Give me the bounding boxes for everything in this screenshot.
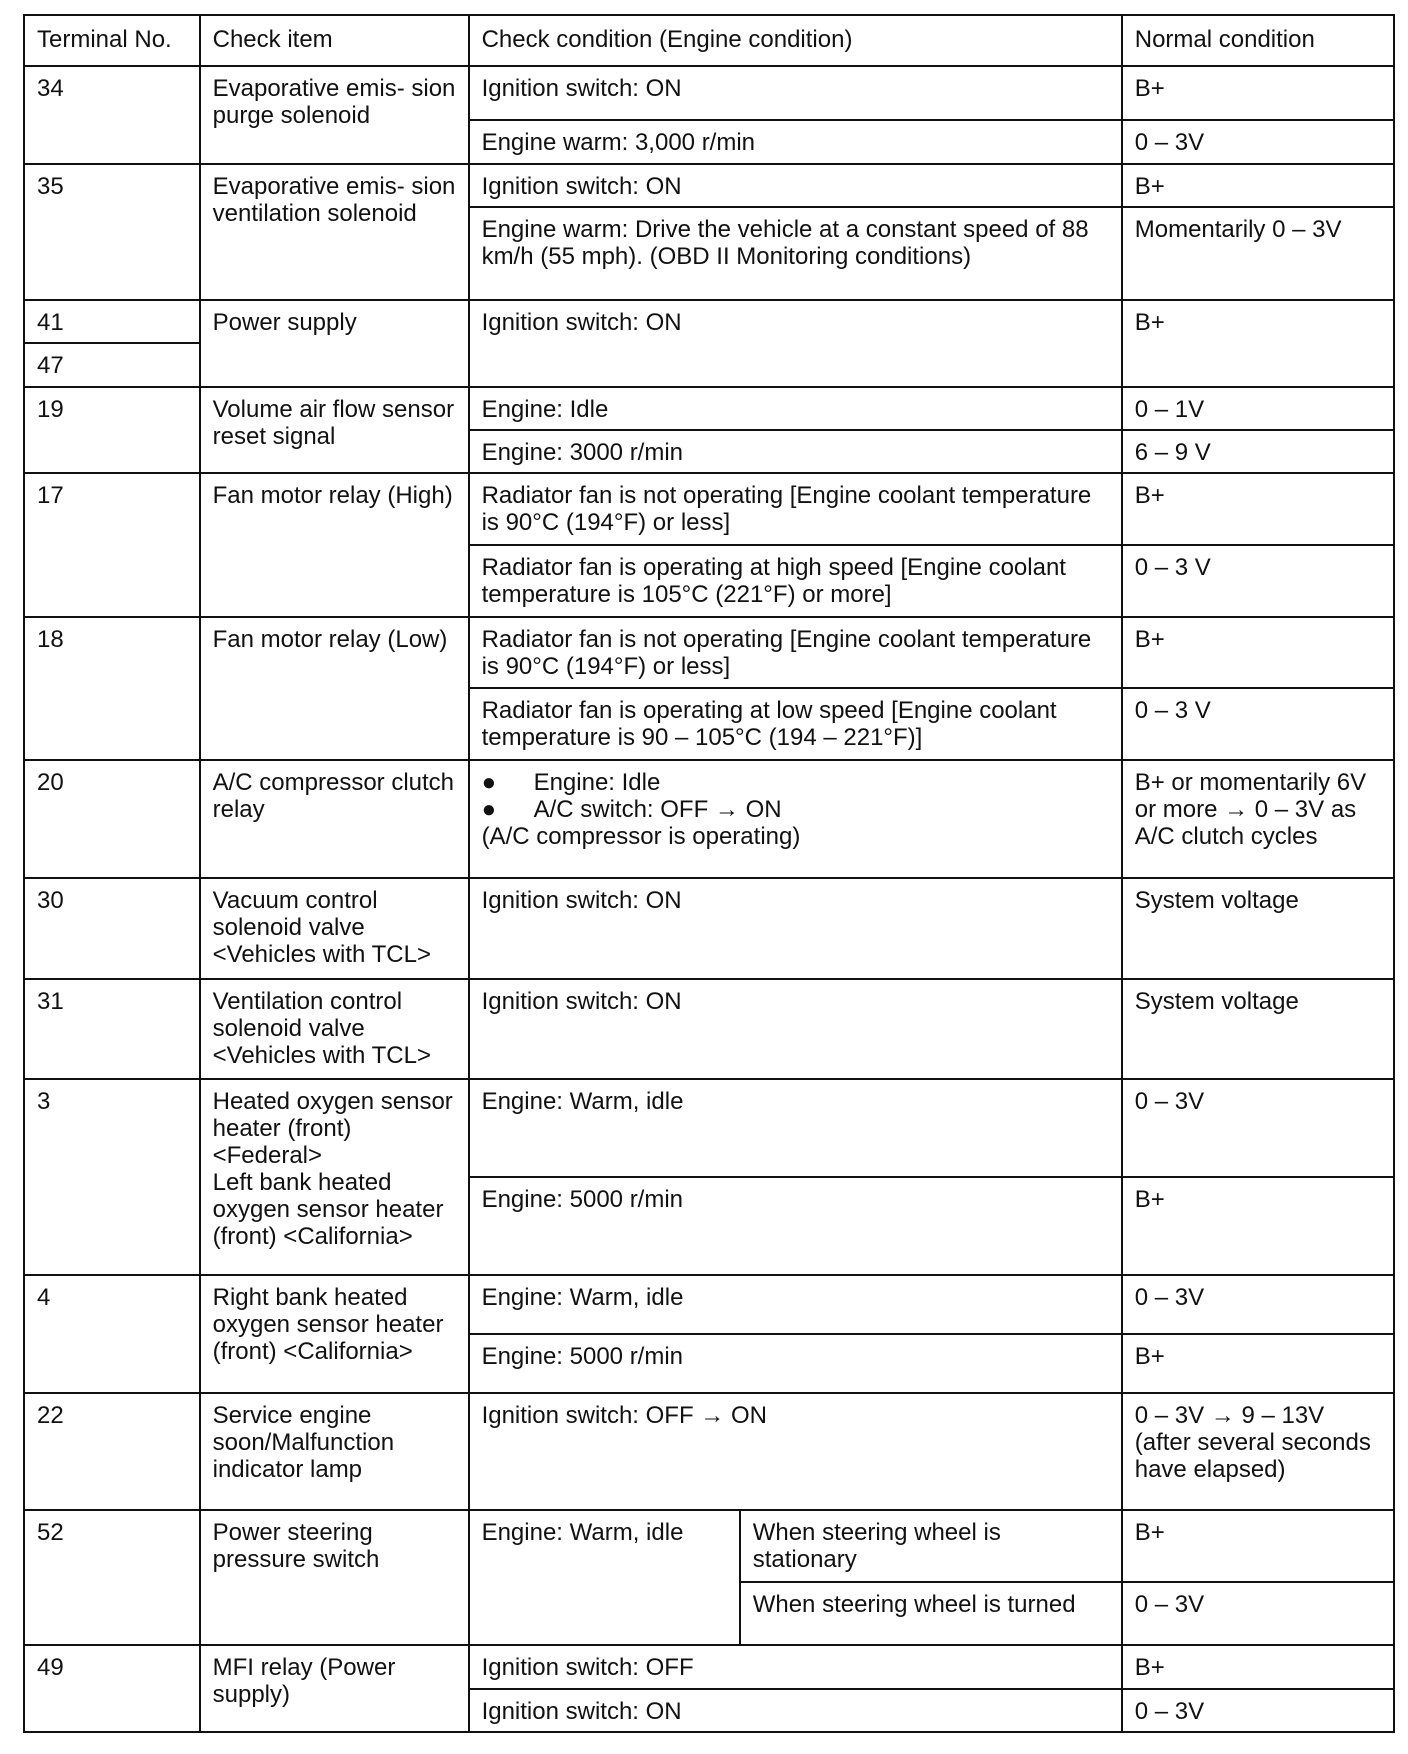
terminal-cell: 19 [24,387,200,474]
terminal-cell: 49 [24,1645,200,1732]
sub-condition-cell: When steering wheel is turned [740,1582,1122,1645]
table-row [24,1079,1394,1177]
terminal-cell: 34 [24,66,200,164]
table-row [24,1645,1394,1688]
normal-cell: B+ [1122,1510,1394,1582]
table-row [24,1275,1394,1334]
header-row [24,15,1394,66]
check-item-cell: Fan motor relay (High) [200,473,469,616]
normal-cell: 0 – 3V [1122,1275,1394,1334]
condition-cell: Ignition switch: ON [469,66,1122,120]
normal-cell: System voltage [1122,979,1394,1079]
bullet-line [482,796,1109,823]
condition-note: (A/C compressor is operating) [481,823,801,851]
normal-cell: B+ [1122,1334,1394,1393]
normal-cell: B+ [1122,1177,1394,1275]
header-normal-condition: Normal condition [1122,15,1394,66]
terminal-cell: 17 [24,473,200,616]
bullet-line [482,769,1109,796]
terminal-cell: 35 [24,164,200,300]
condition-cell: Engine: 3000 r/min [469,430,1122,473]
normal-cell: 0 – 3V [1122,1582,1394,1645]
bullet-text: Engine: Idle [533,769,661,797]
condition-cell: Radiator fan is operating at high speed [Engine coolant temperature is 105°C (221°F) or more] [469,545,1122,617]
terminal-cell: 20 [24,760,200,878]
terminal-cell: 30 [24,878,200,978]
check-item-cell: Right bank heated oxygen sensor heater (front) <California> [200,1275,469,1393]
normal-cell: B+ [1122,66,1394,120]
terminal-cell: 18 [24,617,200,760]
table-row [24,164,1394,207]
condition-cell: Ignition switch: ON [469,979,1122,1079]
normal-cell: 0 – 3V → 9 – 13V (after several seconds have elapsed) [1122,1393,1394,1510]
condition-cell: Engine: Idle [469,387,1122,430]
bullet-icon: ● [481,796,497,824]
condition-cell: Engine: Warm, idle [469,1275,1122,1334]
normal-cell: B+ [1122,1645,1394,1688]
condition-cell: Engine: Warm, idle [469,1510,740,1645]
table-row [24,387,1394,430]
normal-cell: 0 – 3 V [1122,545,1394,617]
condition-cell: Ignition switch: ON [469,164,1122,207]
table-row [24,1510,1394,1582]
condition-cell: Radiator fan is not operating [Engine coolant temperature is 90°C (194°F) or less] [469,617,1122,689]
normal-cell: System voltage [1122,878,1394,978]
table-row [24,473,1394,545]
table-row [24,1393,1394,1510]
normal-cell: 0 – 3 V [1122,688,1394,760]
table-row [24,878,1394,978]
condition-cell: Ignition switch: OFF → ON [469,1393,1122,1510]
normal-cell: 6 – 9 V [1122,430,1394,473]
terminal-cell: 4 [24,1275,200,1393]
header-check-condition: Check condition (Engine condition) [469,15,1122,66]
header-check-item: Check item [200,15,469,66]
normal-cell: B+ or momentarily 6V or more → 0 – 3V as A/C clutch cycles [1122,760,1394,878]
table-row [24,66,1394,120]
check-item-cell: Evaporative emis- sion ventilation solenoid [200,164,469,300]
condition-cell: Engine warm: Drive the vehicle at a constant speed of 88 km/h (55 mph). (OBD II Monitoring conditions) [469,207,1122,300]
terminal-check-table [23,14,1395,1733]
terminal-cell: 3 [24,1079,200,1275]
condition-cell: Ignition switch: ON [469,878,1122,978]
sub-condition-cell: When steering wheel is stationary [740,1510,1122,1582]
condition-cell: Engine: 5000 r/min [469,1177,1122,1275]
normal-cell: B+ [1122,300,1394,387]
terminal-cell: 52 [24,1510,200,1645]
check-item-cell: Power steering pressure switch [200,1510,469,1645]
check-item-cell: Power supply [200,300,469,387]
normal-cell: 0 – 3V [1122,120,1394,164]
header-terminal-no: Terminal No. [24,15,200,66]
table-row [24,760,1394,878]
terminal-cell: 41 [24,300,200,343]
normal-cell: 0 – 1V [1122,387,1394,430]
condition-cell [469,760,1122,878]
condition-cell: Ignition switch: ON [469,300,1122,387]
check-item-cell: A/C compressor clutch relay [200,760,469,878]
normal-cell: 0 – 3V [1122,1079,1394,1177]
condition-cell: Engine: 5000 r/min [469,1334,1122,1393]
condition-cell: Engine: Warm, idle [469,1079,1122,1177]
table-row [24,300,1394,343]
check-item-cell: Ventilation control solenoid valve <Vehicles with TCL> [200,979,469,1079]
check-item-cell: Fan motor relay (Low) [200,617,469,760]
check-item-cell: Heated oxygen sensor heater (front) <Federal> Left bank heated oxygen sensor heater (front) <California> [200,1079,469,1275]
bullet-icon: ● [481,769,497,797]
normal-cell: B+ [1122,164,1394,207]
bullet-text: A/C switch: OFF → ON [533,796,782,824]
check-item-cell: Service engine soon/Malfunction indicator lamp [200,1393,469,1510]
terminal-cell: 22 [24,1393,200,1510]
table-row [24,617,1394,689]
condition-cell: Radiator fan is operating at low speed [Engine coolant temperature is 90 – 105°C (194 – 221°F)] [469,688,1122,760]
condition-cell: Ignition switch: OFF [469,1645,1122,1688]
normal-cell: 0 – 3V [1122,1689,1394,1733]
condition-cell: Ignition switch: ON [469,1689,1122,1733]
check-item-cell: Volume air flow sensor reset signal [200,387,469,474]
normal-cell: Momentarily 0 – 3V [1122,207,1394,300]
check-item-cell: Evaporative emis- sion purge solenoid [200,66,469,164]
check-item-cell: MFI relay (Power supply) [200,1645,469,1732]
terminal-cell: 47 [24,343,200,386]
terminal-cell: 31 [24,979,200,1079]
normal-cell: B+ [1122,473,1394,545]
normal-cell: B+ [1122,617,1394,689]
check-item-cell: Vacuum control solenoid valve <Vehicles with TCL> [200,878,469,978]
condition-cell: Radiator fan is not operating [Engine coolant temperature is 90°C (194°F) or less] [469,473,1122,545]
table-row [24,979,1394,1079]
condition-cell: Engine warm: 3,000 r/min [469,120,1122,164]
